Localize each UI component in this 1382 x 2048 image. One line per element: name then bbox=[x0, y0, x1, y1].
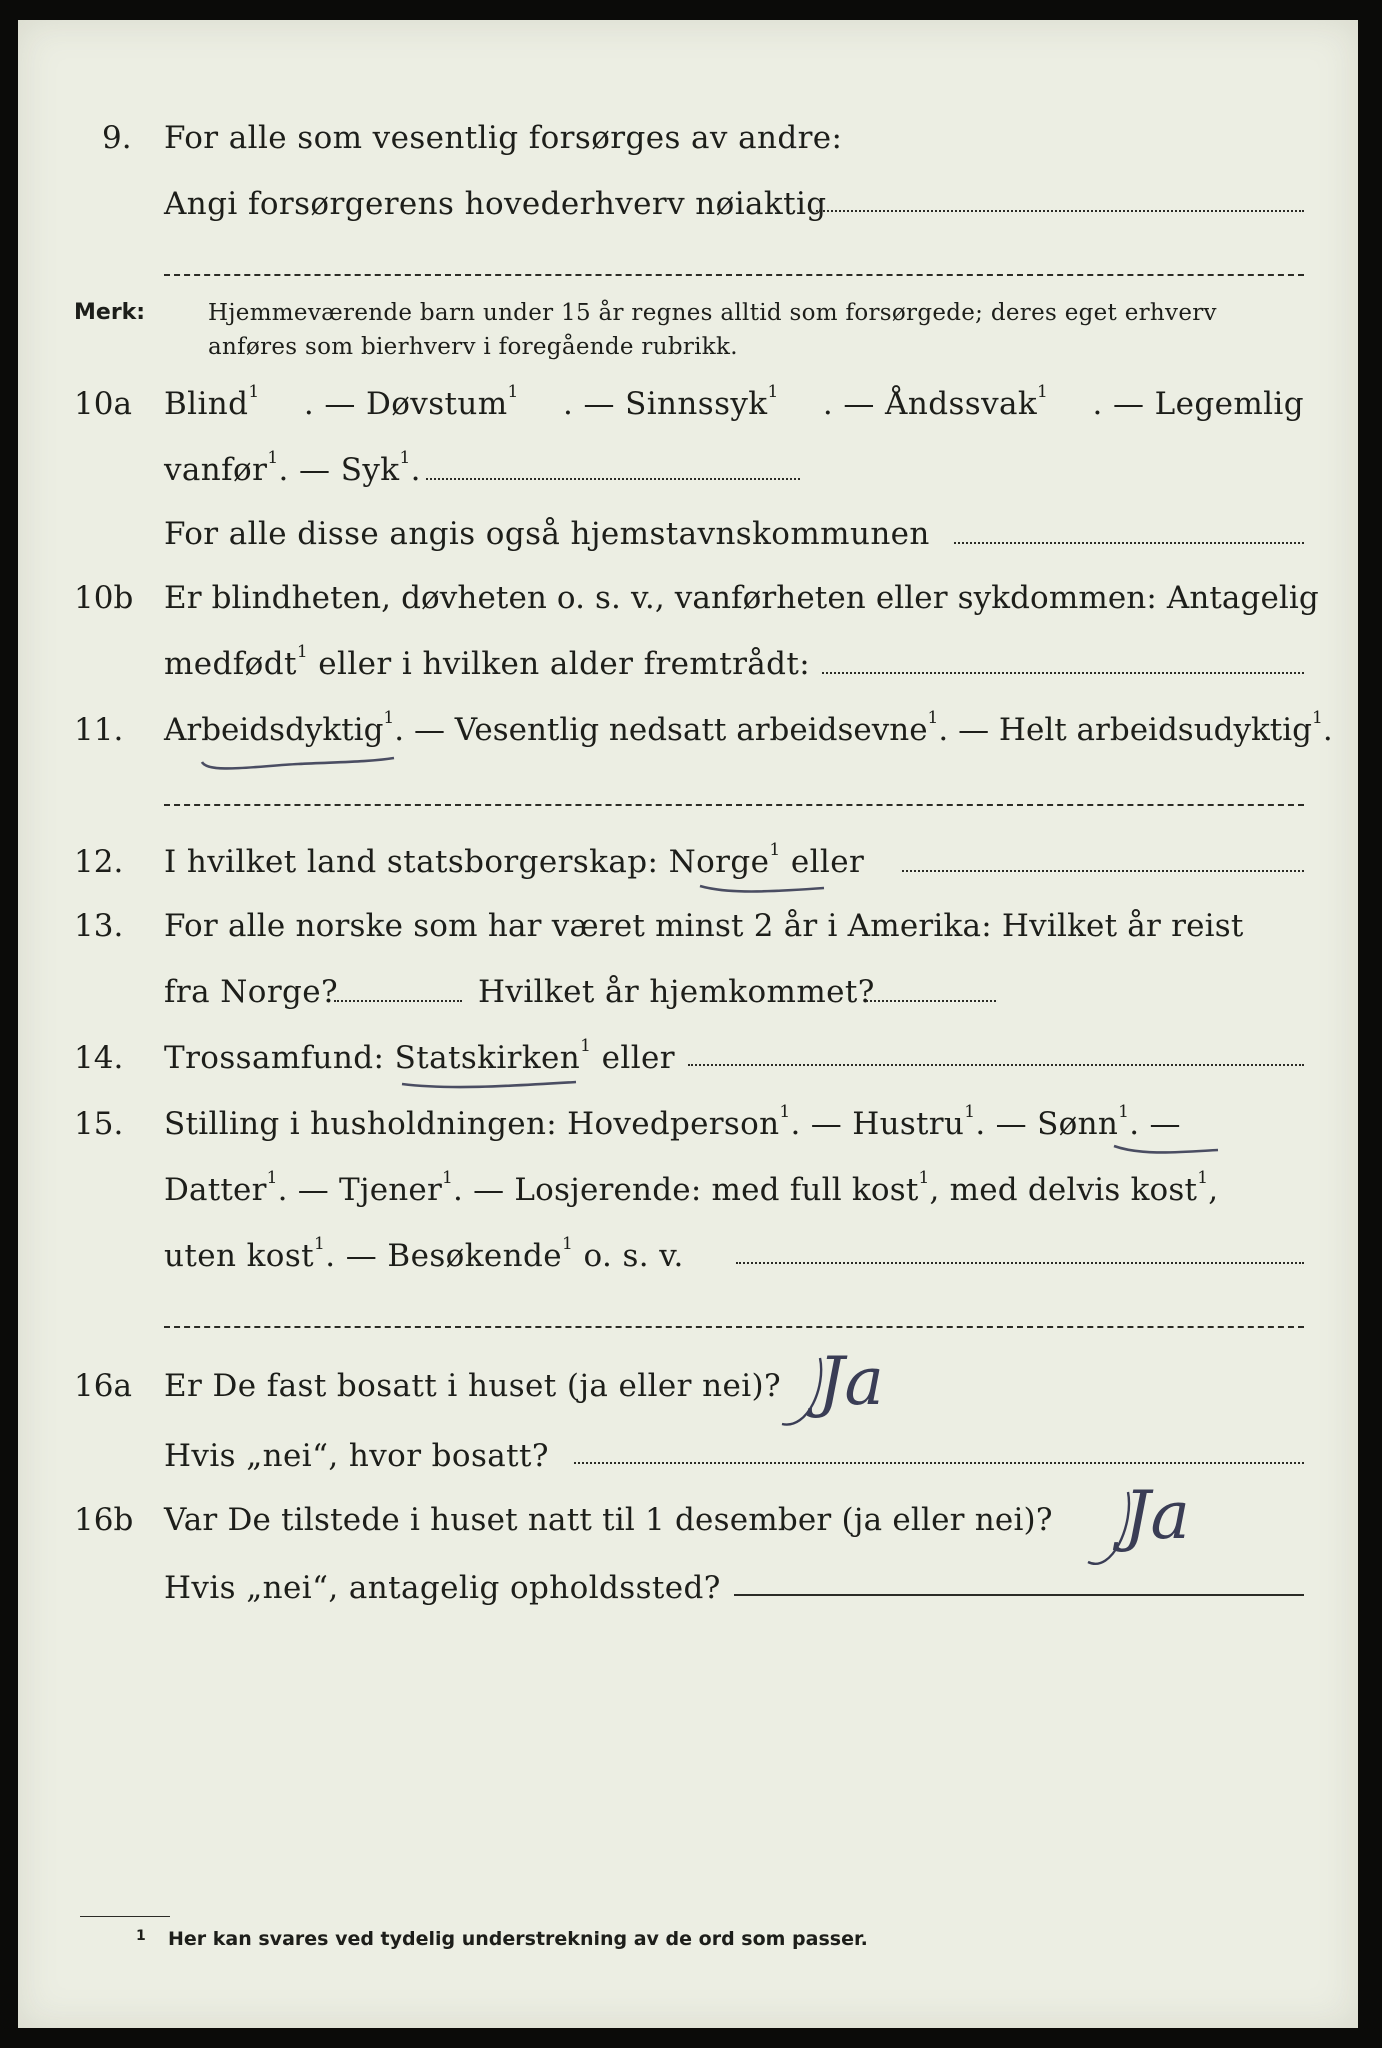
q13-text-line1: For alle norske som har været minst 2 år i Amerika: Hvilket år reist bbox=[164, 908, 1244, 944]
q10a-dovstum: . — Døvstum bbox=[303, 386, 508, 422]
footnote-rule bbox=[80, 1916, 170, 1917]
q16a-number: 16a bbox=[74, 1368, 132, 1404]
q10a-legemlig: . — Legemlig bbox=[1092, 386, 1304, 422]
q13-hjemkommet-label: Hvilket år hjemkommet? bbox=[478, 974, 875, 1010]
q16b-answer-line bbox=[734, 1594, 1304, 1596]
q9-answer-line-2 bbox=[164, 274, 1304, 276]
q10b-answer-line bbox=[822, 672, 1304, 674]
q16b-text-line1: Var De tilstede i huset natt til 1 desember (ja eller nei)? bbox=[164, 1502, 1053, 1538]
q10a-blind: Blind bbox=[164, 386, 249, 422]
q11-handwritten-underline bbox=[198, 748, 398, 778]
q15-handwritten-underline bbox=[1112, 1138, 1222, 1162]
q16a-text-line1: Er De fast bosatt i huset (ja eller nei)? bbox=[164, 1368, 782, 1404]
merk-label: Merk: bbox=[74, 300, 146, 325]
q11-number: 11. bbox=[74, 712, 124, 748]
q10a-syk-answer-line bbox=[426, 478, 800, 480]
q9-text-line2: Angi forsørgerens hovederhverv nøiaktig bbox=[164, 186, 827, 222]
q15-text-line3: uten kost$^1$. — Besøkende$^1$ o. s. v. bbox=[164, 1234, 684, 1274]
q10a-number: 10a bbox=[74, 386, 132, 422]
census-form-page bbox=[18, 20, 1358, 2028]
q9-text-line1: For alle som vesentlig forsørges av andre: bbox=[164, 120, 843, 156]
q11-arbeidsdyktig: Arbeidsdyktig bbox=[164, 712, 384, 748]
q10b-text-line2: medfødt$^1$ eller i hvilken alder fremtrådt: bbox=[164, 642, 811, 682]
q15-answer-line-2 bbox=[164, 1326, 1304, 1328]
q16a-handwritten-answer bbox=[778, 1330, 978, 1450]
q10a-andssvak: . — Åndssvak bbox=[822, 386, 1038, 422]
q10a-text-line3: For alle disse angis også hjemstavnskommunen bbox=[164, 516, 930, 552]
footnote-text: Her kan svares ved tydelig understrekning av de ord som passer. bbox=[168, 1928, 868, 1950]
q14-text-line: Trossamfund: Statskirken$^1$ eller bbox=[164, 1036, 675, 1076]
q10b-number: 10b bbox=[74, 580, 134, 616]
q10b-text-line1: Er blindheten, døvheten o. s. v., vanførheten eller sykdommen: Antagelig bbox=[164, 580, 1319, 616]
q14-number: 14. bbox=[74, 1040, 124, 1076]
q16b-number: 16b bbox=[74, 1502, 134, 1538]
svg-text:Ja: Ja bbox=[818, 1343, 884, 1420]
q16b-handwritten-answer bbox=[1078, 1460, 1278, 1590]
merk-text-line1: Hjemmeværende barn under 15 år regnes alltid som forsørgede; deres eget erhverv bbox=[208, 300, 1217, 326]
q12-text-line: I hvilket land statsborgerskap: Norge$^1$ eller bbox=[164, 840, 865, 880]
q12-number: 12. bbox=[74, 844, 124, 880]
q14-answer-line bbox=[688, 1064, 1304, 1066]
q9-number: 9. bbox=[102, 120, 132, 156]
q9-answer-line bbox=[816, 210, 1304, 212]
q12-handwritten-underline bbox=[698, 878, 828, 900]
q10a-sinnssyk: . — Sinnssyk bbox=[562, 386, 768, 422]
q12-answer-line bbox=[902, 870, 1304, 872]
q10a-text-line2: vanfør$^1$. — Syk$^1$. bbox=[164, 448, 421, 488]
q11-text-line: Arbeidsdyktig$^1$. — Vesentlig nedsatt arbeidsevne$^1$. — Helt arbeidsudyktig$^1$. bbox=[164, 708, 1333, 748]
q11-answer-line bbox=[164, 804, 1304, 806]
q13-reist-answer-line bbox=[334, 1000, 462, 1002]
q14-statskirken: Statskirken bbox=[394, 1040, 581, 1076]
q15-text-line1: Stilling i husholdningen: Hovedperson$^1$. — Hustru$^1$. — Sønn$^1$. — bbox=[164, 1102, 1181, 1142]
q15-number: 15. bbox=[74, 1106, 124, 1142]
q16b-text-line2: Hvis „nei“, antagelig opholdssted? bbox=[164, 1570, 721, 1606]
q15-sonn: Sønn bbox=[1037, 1106, 1119, 1142]
footnote-mark: 1 bbox=[136, 1928, 146, 1944]
q15-answer-line bbox=[736, 1262, 1304, 1264]
q15-text-line2: Datter$^1$. — Tjener$^1$. — Losjerende: med full kost$^1$, med delvis kost$^1$, bbox=[164, 1168, 1219, 1208]
merk-text-line2: anføres som bierhverv i foregående rubrikk. bbox=[208, 334, 738, 360]
q13-hjemkommet-answer-line bbox=[866, 1000, 996, 1002]
q13-reist-label: fra Norge? bbox=[164, 974, 339, 1010]
q13-number: 13. bbox=[74, 908, 124, 944]
q10a-hjemstavn-answer-line bbox=[954, 542, 1304, 544]
q10a-text-line1: Blind$^1$ . — Døvstum$^1$ . — Sinnssyk$^1$ . — Åndssvak$^1$ . — Legemlig bbox=[164, 382, 1304, 422]
q12-norge: Norge bbox=[668, 844, 770, 880]
q16a-text-line2: Hvis „nei“, hvor bosatt? bbox=[164, 1438, 549, 1474]
q14-handwritten-underline bbox=[400, 1074, 580, 1096]
svg-text:Ja: Ja bbox=[1124, 1477, 1190, 1554]
